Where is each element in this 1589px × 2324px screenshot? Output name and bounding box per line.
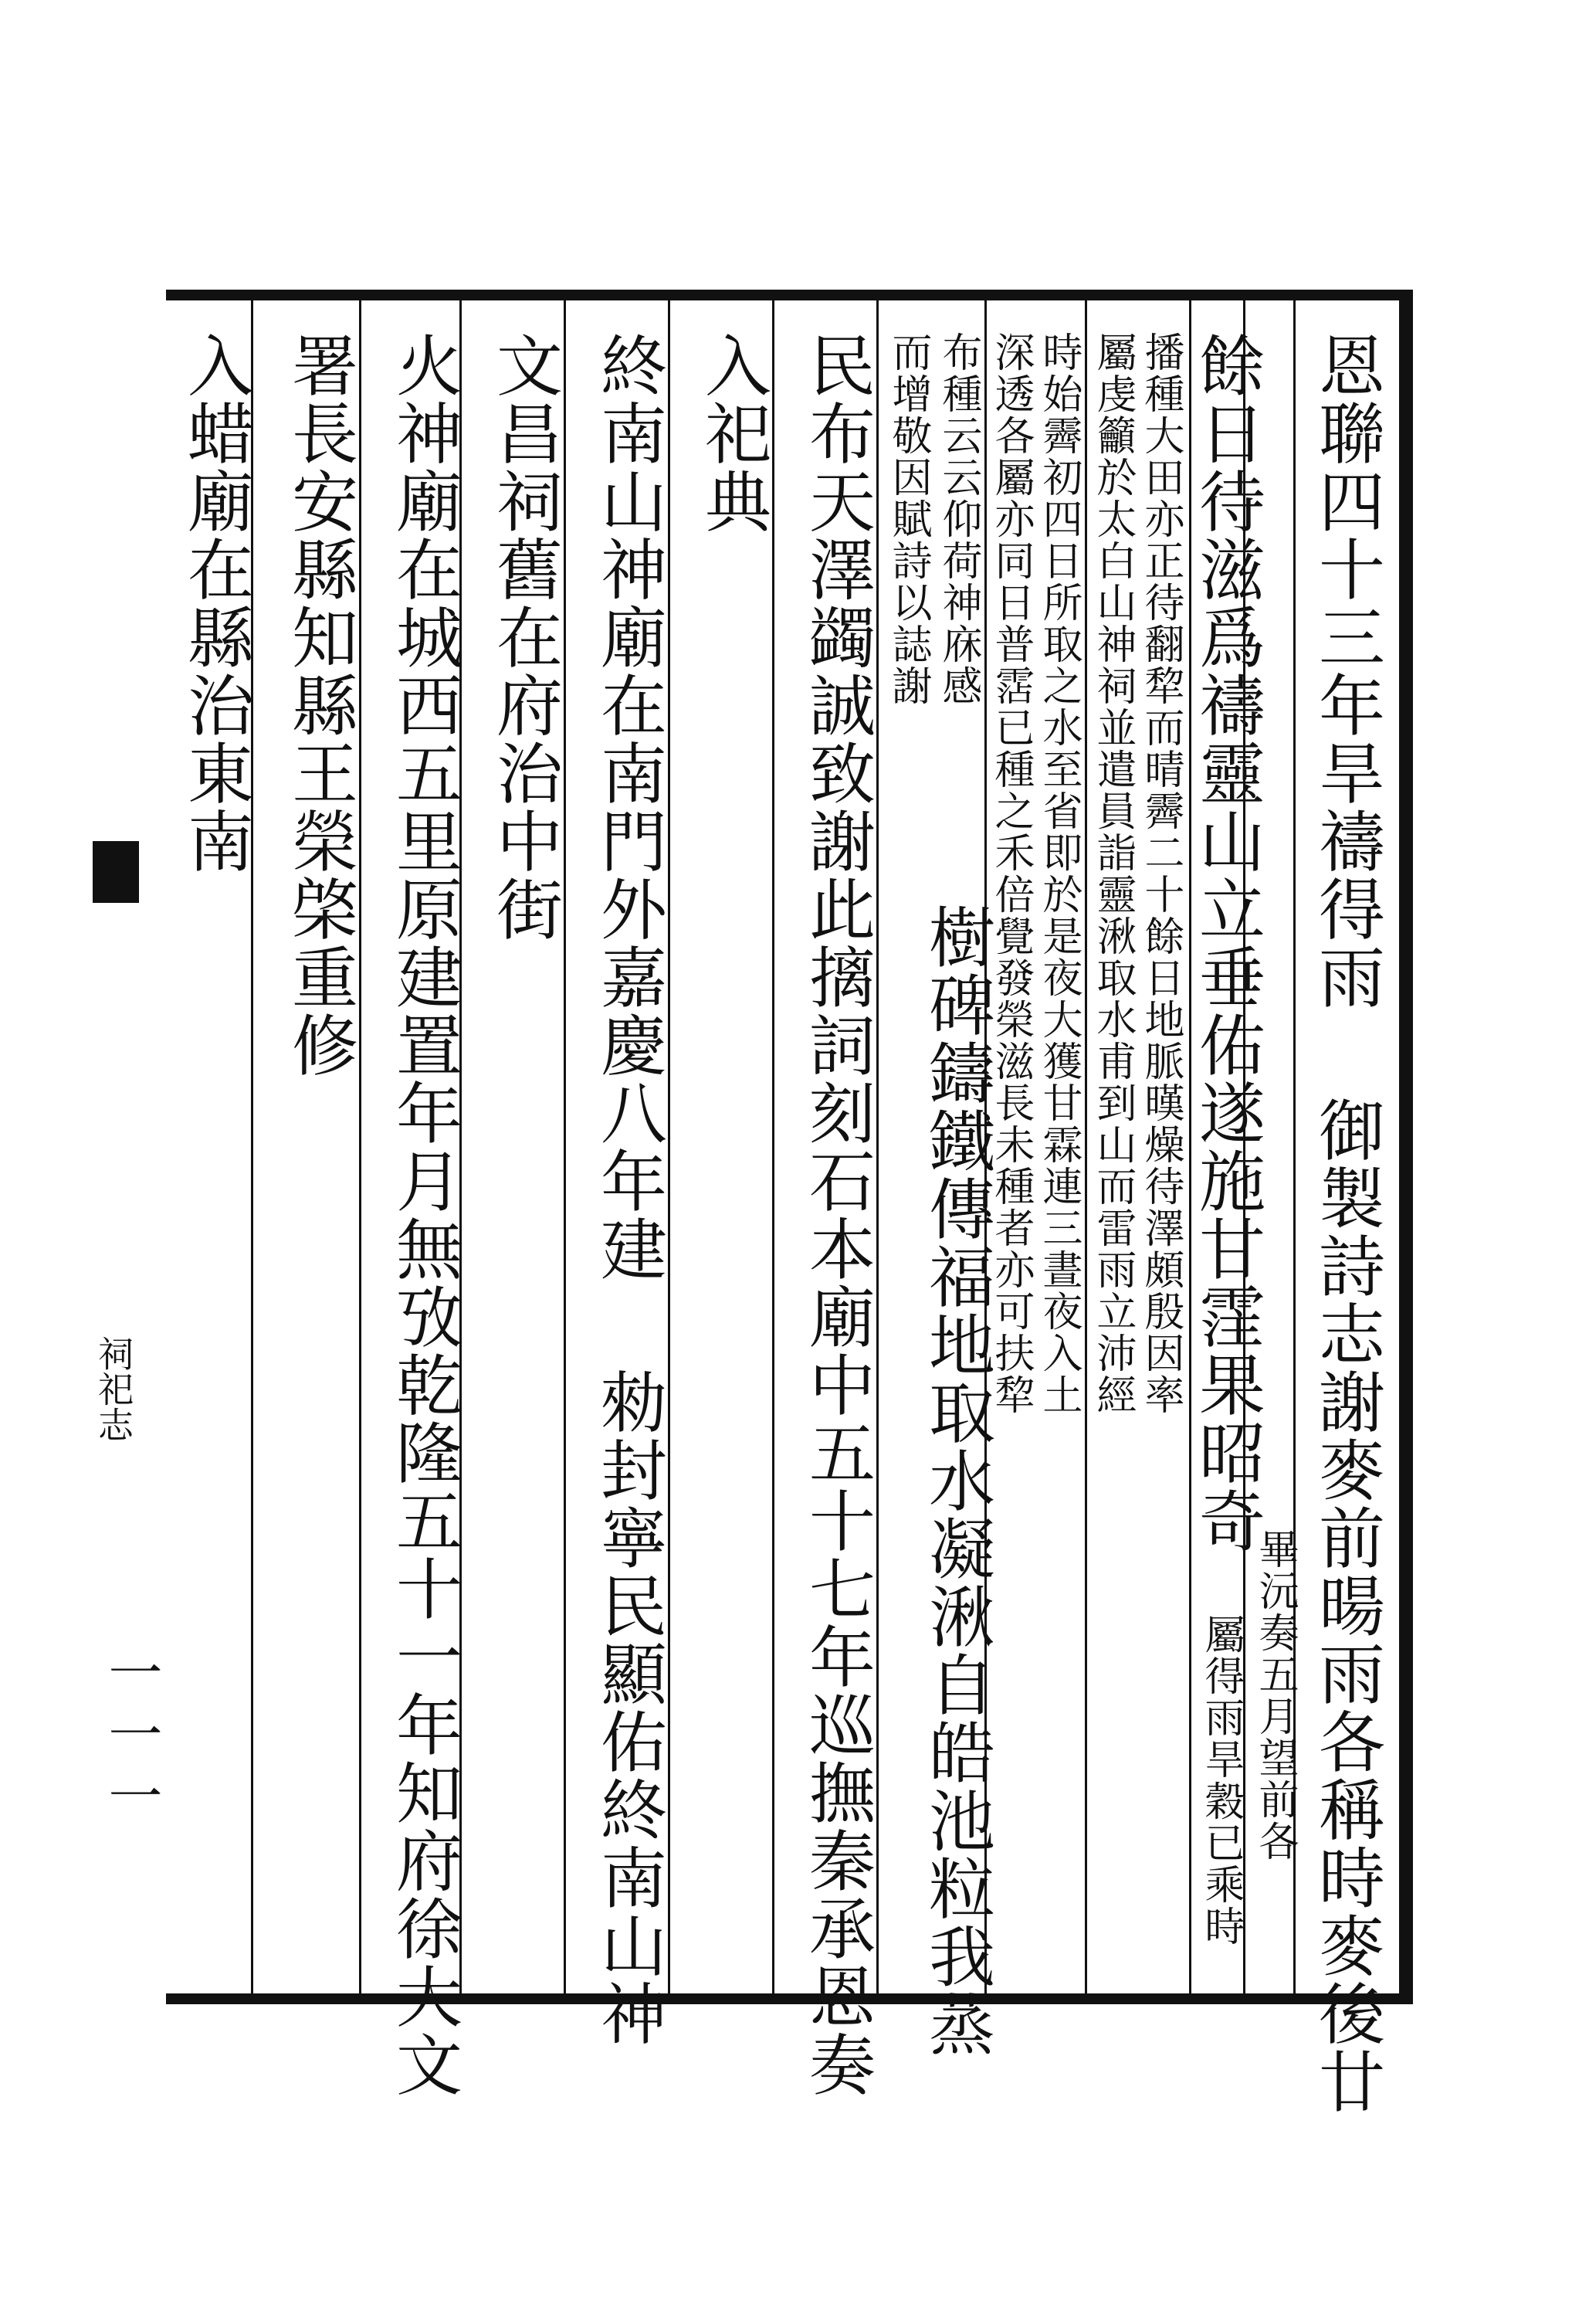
column-rule [772,300,774,1993]
page-number: 一一一 [100,1644,163,1830]
column-rule [359,300,361,1993]
text-column-10: 民布天澤蠲誠致謝此摛詞刻石本廟中五十七年巡撫秦承恩奏 [798,331,875,2098]
text-column-2: 餘日待滋爲禱靈山立垂佑遂施甘霔果昭奇 [1188,331,1265,1555]
text-column-8: 布種云云仰荷神庥感 [935,331,981,707]
text-column-12: 終南山神廟在南門外嘉慶八年建勑封寧民顯佑終南山神 [589,331,666,2047]
text-column-16: 入蜡廟在縣治東南 [176,331,253,875]
text-column-15: 署長安縣知縣王榮棨重修 [280,331,357,1079]
column-rule [564,300,566,1993]
frame-right-border [1399,300,1413,1993]
text-column-8-large: 樹碑鑄鐵傳福地取水凝湫自皓池粒我蒸 [917,903,994,2058]
text-column-14: 火神廟在城西五里原建置年月無攷乾隆五十一年知府徐大文 [385,331,462,2098]
column-rule [876,300,879,1993]
fishtail-mark [93,841,139,903]
text-column-13: 文昌祠舊在府治中街 [485,331,562,943]
margin-title: 祠祀志 [93,1335,134,1442]
text-column-5: 屬虔籲於太白山神祠並遣員詣靈湫取水甫到山而雷雨立沛經 [1089,331,1136,1416]
margin-strip [85,300,163,1993]
page-frame [93,290,1413,2115]
text-column-3: 屬得雨旱穀已乘時 [1198,1613,1244,1947]
text-column-9: 而增敬因賦詩以誌謝 [885,331,931,707]
text-column-1: 恩聯四十三年旱禱得雨御製詩志謝麥前暘雨各稱時麥後廿 [1307,331,1384,2115]
text-column-2-note: 畢沅奏五月望前各 [1252,1528,1298,1862]
column-rule [668,300,670,1993]
text-column-7: 深透各屬亦同日普霑已種之禾倍覺發榮滋長未種者亦可扶犂 [988,331,1034,1416]
column-rule [1085,300,1087,1993]
text-column-11: 入祀典 [693,331,771,535]
text-column-6: 時始霽初四日所取之水至省即於是夜大獲甘霖連三晝夜入土 [1035,331,1082,1416]
text-column-4: 播種大田亦正待翻犂而晴霽二十餘日地脈暵燥待澤頗殷因率 [1137,331,1184,1416]
